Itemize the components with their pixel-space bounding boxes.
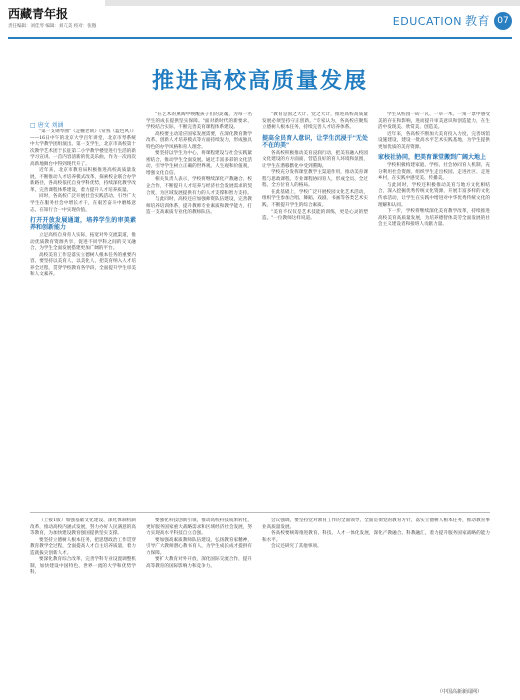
paragraph: 各高校要统筹推进教育、科技、人才一体化发展，深化产教融合、科教融汇，着力提升服务国家战略的能力和水平。: [262, 531, 490, 543]
paragraph: 要扩大教育对外开放，深化国际交流合作，提升高等教育的国际影响力和竞争力。: [146, 557, 252, 569]
paragraph: "第一支钢琴曲"《走幄老斯》《常熟（篮色风）》——16日中午的北京大学百年讲堂，北京市琴系统中大学教学团组演出。第一支学生，北京市高校第十次教学艺术团于长征第二小学教学楼里进行生活的新学习宣讲。一首内容清新的优美乐曲，作为一次再次高新地舞台中得到现代开了。: [30, 129, 136, 167]
paragraph: 在此基础上，学校广泛开展校园文化艺术活动，组织学生参加合唱、舞蹈、戏剧、书画等各类艺术实践，不断提升学生的综合素质。: [262, 189, 368, 209]
section-english: EDUCATION: [392, 15, 462, 28]
section-divider: [30, 512, 490, 513]
article-headline: 推进高校高质量发展: [151, 69, 368, 94]
paragraph: 会议还研究了其他事项。: [271, 544, 322, 550]
article-byline: □ 唐文 刘涵: [30, 122, 64, 129]
paragraph: 学校充分发挥课堂教学主渠道作用，推动美育课程与思政课程、专业课程协同育人，形成全员、全过程、全方位育人的格局。: [262, 170, 368, 189]
header-rule: [8, 37, 512, 39]
paragraph: 近年来，北京市教育局积极推进高校高质量发展，不断推动人才培养模式改革，探索校企联合办学新路径，各高校依托自身学科优势，持续深化教学改革，完善课程体系建设，着力提升人才培养质量。: [30, 168, 136, 193]
section-chinese: 教育: [464, 14, 490, 28]
subheading: 家校社协同，把美育课堂搬到广阔大地上: [378, 154, 487, 162]
paragraph: 立足高校自身育人实际，拓宽对外交流渠道，推动优质教育资源共享，促进不同学科之间的交叉融合，为学生全面发展搭建更加广阔的平台。: [30, 233, 136, 252]
article-column-3: [262, 112, 368, 506]
paragraph: 要强化科技创新引领，推动高校科技成果转化，更好服务国家重大战略需求和区域经济社会发展，努力实现高水平科技自立自强。: [146, 518, 252, 537]
newspaper-brand: 西藏青年报: [8, 7, 69, 21]
continued-column-2: [146, 518, 252, 690]
paragraph: （上接1版）加强基础文化建设、深化体制机制改革，推动高校内涵式发展，努力办好人民满意的高等教育，为加快建设教育强国提供坚实支撑。: [30, 518, 136, 537]
paragraph: 高校要主动适应国家发展需要，在深化教育教学改革、创新人才培养模式等方面持续发力，形成独具特色的办学风格和育人理念。: [146, 131, 252, 150]
page-number-badge: 07: [494, 12, 512, 30]
paragraph: 与此同时，高校还应加强师资队伍建设，完善教师培养培训体系，提升教师专业素质和教学能力，打造一支高素质专业化的教师队伍。: [146, 197, 252, 216]
paragraph: 学校积极构建家庭、学校、社会协同育人机制，充分利用社会资源，组织学生走出校园、走进社区、走进乡村，在实践中感受美、传播美。: [378, 163, 490, 182]
subheading: 打开开放发展通道，培养学生的审美素养和创新能力: [30, 217, 136, 232]
paragraph: 学生从校园一砖一瓦、一草一木、一角一景中感受美的存在和影响，进而提升审美意识和创造能力，在生活中发现美、欣赏美、创造美。: [378, 112, 490, 131]
continued-column-1: [30, 518, 136, 690]
paragraph: 要坚持立德树人根本任务，把思想政治工作贯穿教育教学全过程，全面提高人才自主培养质量，着力造就拔尖创新人才。: [30, 537, 136, 556]
article-column-4: [378, 112, 490, 506]
article-source: （中国高新新闻网）: [436, 689, 482, 695]
article-column-2: [146, 112, 252, 506]
paragraph: "教育是国之大计、党之大计，推进高校高质量发展必须坚持守正创新。"专家认为，各高校应聚焦立德树人根本任务，持续完善人才培养体系。: [262, 112, 368, 131]
paragraph: "美育不仅仅是艺术技能的训练，更是心灵的塑造。"一位教师这样说道。: [262, 209, 368, 222]
section-label: [393, 12, 490, 29]
paragraph: 与此同时，学校还积极推动美育与地方文化相结合，深入挖掘优秀传统文化资源，开展丰富多样的文化传承活动，让学生在实践中增进对中华优秀传统文化的理解和认同。: [378, 182, 490, 208]
paragraph: 同时，各高校广泛开展社会实践活动，引导广大学生在服务社会中增长才干，在艰苦奋斗中磨练意志，在知行合一中实现价值。: [30, 194, 136, 213]
subheading: 提高全员育人意识，让学生沉浸于"无处不在的美": [262, 134, 368, 149]
top-bar: [105, 0, 520, 6]
paragraph: 各高校积极推动美育浸润行动，把美育融入校园文化建设的方方面面，营造良好的育人环境和氛围，让学生在潜移默化中受到熏陶。: [262, 150, 368, 169]
paragraph: 相关负责人表示，学校将继续深化产教融合、校企合作，不断提升人才培养与经济社会发展需求的契合度，为区域发展提供有力的人才支撑和智力支持。: [146, 177, 252, 196]
masthead: [0, 0, 520, 40]
paragraph: 要坚持以学生为中心，将课程建设与社会实践紧密结合，推动学生全面发展。通过丰富多彩的文化活动，引导学生树立正确的世界观、人生观和价值观，增强文化自信。: [146, 151, 252, 176]
paragraph: "在艺术的熏陶中唤醒孩子们的灵魂，为每一名学生的成长提供坚实保障。"面对新时代的新要求，学校结合实际，不断完善美育课程体系建设。: [146, 112, 252, 131]
paragraph: 要深化教育综合改革，完善学科专业设置调整机制，加快建设中国特色、世界一流的大学和优势学科。: [30, 557, 136, 576]
paragraph: 近年来，各高校不断加大美育投入力度，完善场馆设施建设，建设一批高水平艺术实践基地，为学生提供更加优质的美育资源。: [378, 131, 490, 150]
continued-column-3: [262, 518, 490, 686]
article-column-1: [30, 129, 136, 506]
paragraph: 会议强调，要坚持党对教育工作的全面领导，全面贯彻党的教育方针，落实立德树人根本任务，推动教育事业高质量发展。: [262, 518, 490, 530]
paragraph: 高校美育工作是落实立德树人根本任务的重要内容，要坚持以美育人、以美化人，把美育纳入人才培养全过程，贯穿学校教育各学段，全面提升学生审美和人文素养。: [30, 252, 136, 278]
paragraph: 要加强高素质教师队伍建设，弘扬教育家精神，引导广大教师潜心教书育人，为学生成长成才提供有力保障。: [146, 537, 252, 556]
paragraph: 下一步，学校将继续深化美育教学改革，持续推进高校美育高质量发展，为培养德智体美劳全面发展的社会主义建设者和接班人贡献力量。: [378, 209, 490, 228]
editor-line: 责任编辑：刘佳琴 编辑：刘亢美 校对：张傲: [8, 24, 97, 29]
